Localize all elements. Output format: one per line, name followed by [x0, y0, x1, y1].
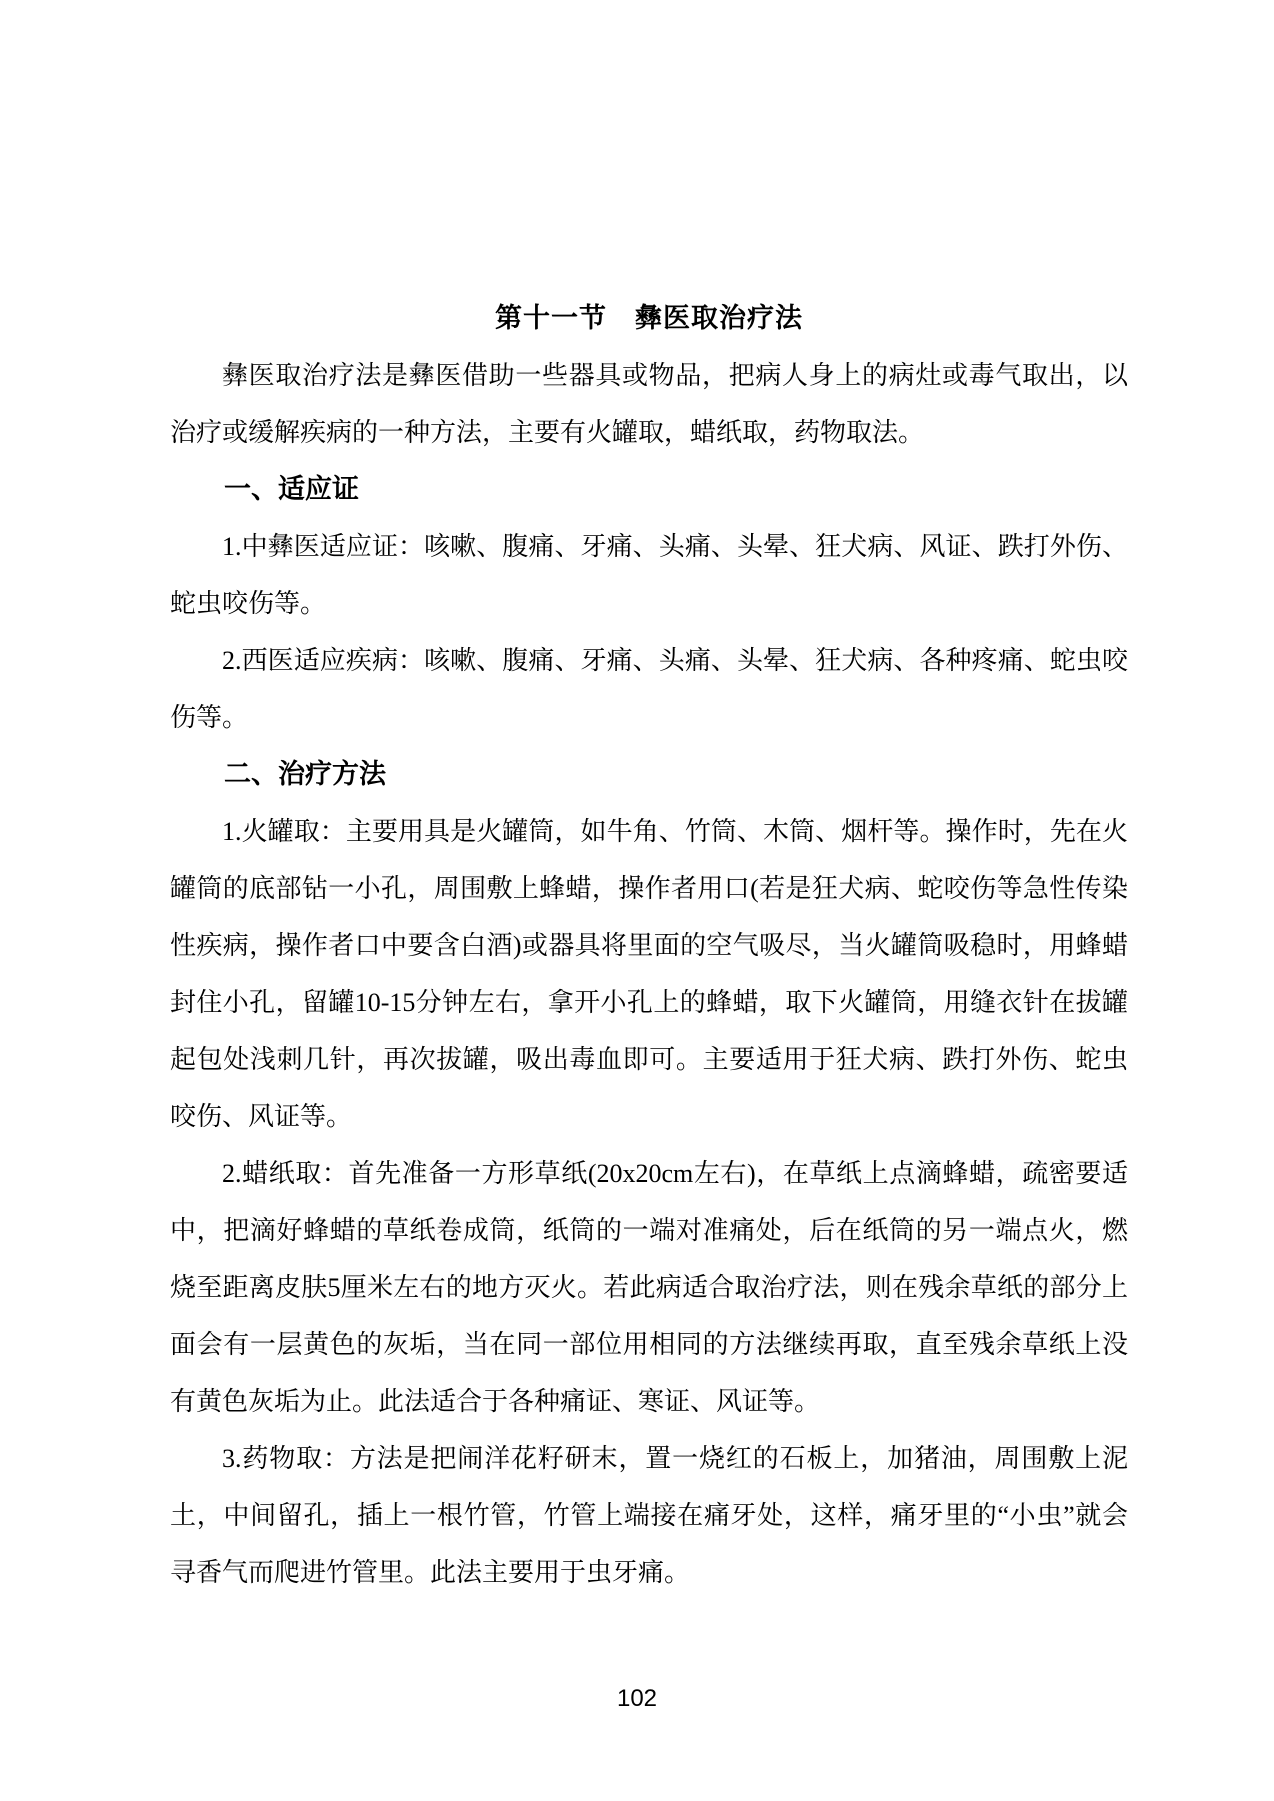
paragraph-medicine-extraction-method: 3.药物取：方法是把闹洋花籽研末，置一烧红的石板上，加猪油，周围敷上泥土，中间留孔，插上一根竹管，竹管上端接在痛牙处，这样，痛牙里的“小虫”就会寻香气而爬进竹管里。此法主要用于虫牙痛。 [170, 1444, 1128, 1587]
heading-indications: 一、适应证 [224, 474, 359, 504]
page-number: 102 [616, 1685, 658, 1712]
paragraph-wax-paper-method: 2.蜡纸取：首先准备一方形草纸(20x20cm左右)，在草纸上点滴蜂蜡，疏密要适中，把滴好蜂蜡的草纸卷成筒，纸筒的一端对准痛处，后在纸筒的另一端点火，燃烧至距离皮肤5厘米左右的地方灭火。若此病适合取治疗法，则在残余草纸的部分上面会有一层黄色的灰垢，当在同一部位用相同的方法继续再取，直至残余草纸上没有黄色灰垢为止。此法适合于各种痛证、寒证、风证等。 [170, 1159, 1128, 1416]
paragraph-yi-medicine-indications: 1.中彝医适应证：咳嗽、腹痛、牙痛、头痛、头晕、狂犬病、风证、跌打外伤、蛇虫咬伤等。 [170, 532, 1128, 618]
paragraph-intro: 彝医取治疗法是彝医借助一些器具或物品，把病人身上的病灶或毒气取出，以治疗或缓解疾病的一种方法，主要有火罐取，蜡纸取，药物取法。 [170, 361, 1128, 447]
paragraph-western-medicine-indications: 2.西医适应疾病：咳嗽、腹痛、牙痛、头痛、头晕、狂犬病、各种疼痛、蛇虫咬伤等。 [170, 646, 1128, 732]
paragraph-fire-cupping-method: 1.火罐取：主要用具是火罐筒，如牛角、竹筒、木筒、烟杆等。操作时，先在火罐筒的底部钻一小孔，周围敷上蜂蜡，操作者用口(若是狂犬病、蛇咬伤等急性传染性疾病，操作者口中要含白酒)或器具将里面的空气吸尽，当火罐筒吸稳时，用蜂蜡封住小孔，留罐10-15分钟左右，拿开小孔上的蜂蜡，取下火罐筒，用缝衣针在拔罐起包处浅刺几针，再次拔罐，吸出毒血即可。主要适用于狂犬病、跌打外伤、蛇虫咬伤、风证等。 [170, 817, 1128, 1131]
heading-treatment-methods: 二、治疗方法 [224, 759, 386, 789]
section-title: 第十一节 彝医取治疗法 [495, 303, 803, 333]
document-content [170, 290, 1128, 1601]
